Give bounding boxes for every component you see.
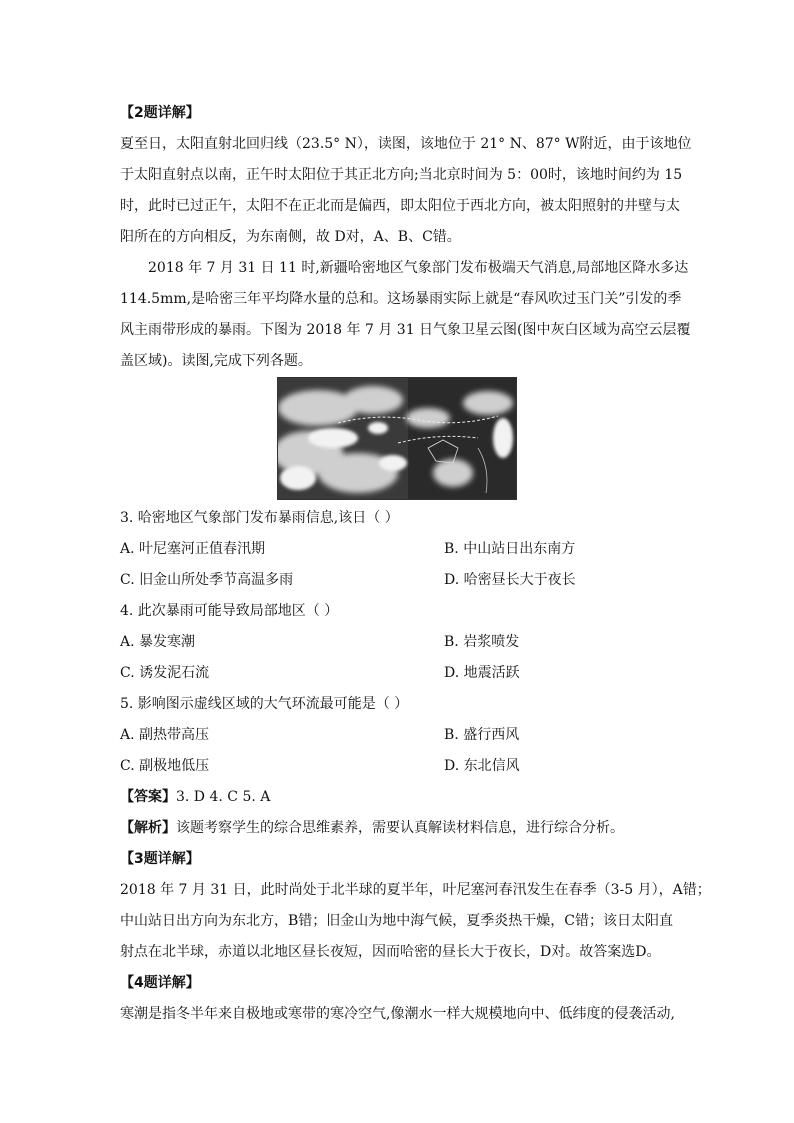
section-3-line-1: 2018 年 7 月 31 日，此时尚处于北半球的夏半年，叶尼塞河春汛发生在春季（3-5 月），A错； <box>120 882 711 898</box>
section-2-line-3: 时，此时已过正午，太阳不在正北而是偏西，即太阳位于西北方向，被太阳照射的井壁与太 <box>120 198 680 214</box>
question-3-option-d: D. 哈密昼长大于夜长 <box>444 572 576 588</box>
question-5-option-d: D. 东北信风 <box>444 758 520 774</box>
analysis-text: 该题考察学生的综合思维素养，需要认真解读材料信息，进行综合分析。 <box>176 820 624 836</box>
answer-text: 3. D 4. C 5. A <box>176 789 271 805</box>
question-5-stem: 5. 影响图示虚线区域的大气环流最可能是（ ） <box>120 696 409 712</box>
question-4-stem: 4. 此次暴雨可能导致局部地区（ ） <box>120 603 339 619</box>
question-3-option-c: C. 旧金山所处季节高温多雨 <box>120 572 294 588</box>
section-4-line-1: 寒潮是指冬半年来自极地或寒带的寒冷空气,像潮水一样大规模地向中、低纬度的侵袭活动, <box>120 1006 675 1022</box>
section-3-line-2: 中山站日出方向为东北方，B错；旧金山为地中海气候，夏季炎热干燥，C错；该日太阳直 <box>120 913 673 929</box>
section-2-line-2: 于太阳直射点以南，正午时太阳位于其正北方向;当北京时间为 5：00时，该地时间约为 15 <box>120 167 683 183</box>
section-3-line-3: 射点在北半球，赤道以北地区昼长夜短，因而哈密的昼长大于夜长，D对。故答案选D。 <box>120 944 661 960</box>
section-4-heading: 【4题详解】 <box>120 975 200 991</box>
question-5-option-a: A. 副热带高压 <box>120 727 210 743</box>
answer-label: 【答案】 <box>120 789 176 805</box>
analysis-line <box>120 818 624 838</box>
question-4-option-d: D. 地震活跃 <box>444 665 520 681</box>
answer-line <box>120 787 270 807</box>
passage-line-1: 2018 年 7 月 31 日 11 时,新疆哈密地区气象部门发布极端天气消息,局部地区降水多达 <box>148 260 689 276</box>
section-2-line-1: 夏至日，太阳直射北回归线（23.5° N），读图，该地位于 21° N、87° W附近，由于该地位 <box>120 136 692 152</box>
question-4-option-a: A. 暴发寒潮 <box>120 634 196 650</box>
passage-line-3: 风主雨带形成的暴雨。下图为 2018 年 7 月 31 日气象卫星云图(图中灰白区域为高空云层覆 <box>120 322 691 338</box>
section-3-heading: 【3题详解】 <box>120 851 200 867</box>
passage-line-4: 盖区域)。读图,完成下列各题。 <box>120 353 312 369</box>
section-2-line-4: 阳所在的方向相反，为东南侧，故 D对，A、B、C错。 <box>120 229 461 245</box>
question-3-option-b: B. 中山站日出东南方 <box>444 541 576 557</box>
question-5-option-b: B. 盛行西风 <box>444 727 520 743</box>
analysis-label: 【解析】 <box>120 820 176 836</box>
question-4-option-b: B. 岩浆喷发 <box>444 634 520 650</box>
satellite-cloud-image-icon <box>277 377 517 500</box>
section-2-heading: 【2题详解】 <box>120 105 200 121</box>
passage-line-2: 114.5mm,是哈密三年平均降水量的总和。这场暴雨实际上就是“春风吹过玉门关”引发的季 <box>120 291 682 307</box>
question-3-stem: 3. 哈密地区气象部门发布暴雨信息,该日（ ） <box>120 510 399 526</box>
question-4-option-c: C. 诱发泥石流 <box>120 665 210 681</box>
question-5-option-c: C. 副极地低压 <box>120 758 210 774</box>
question-3-option-a: A. 叶尼塞河正值春汛期 <box>120 541 266 557</box>
